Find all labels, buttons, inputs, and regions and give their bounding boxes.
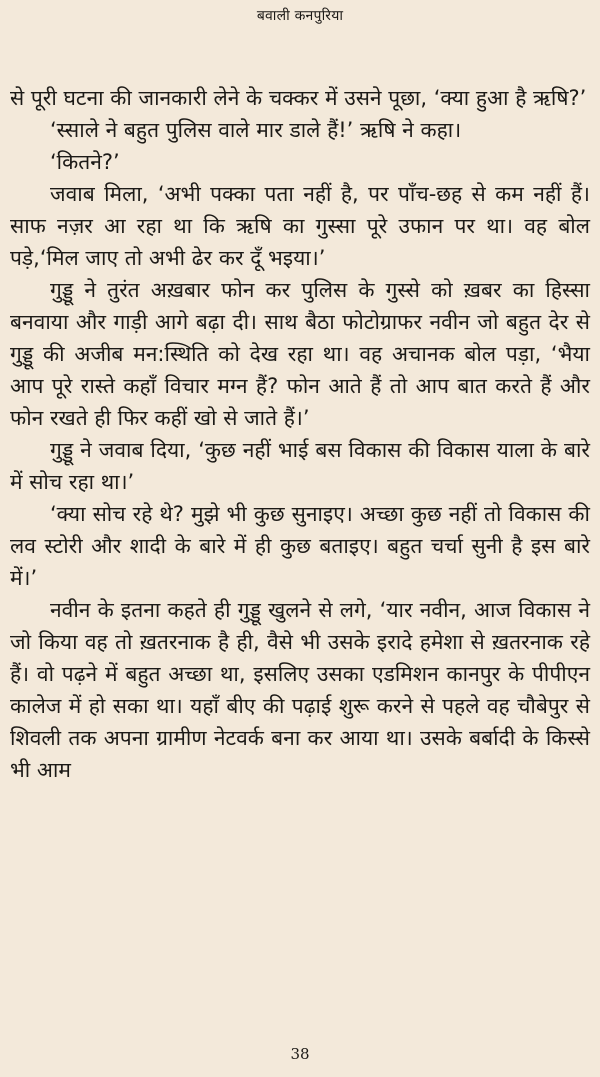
paragraph-continuation: से पूरी घटना की जानकारी लेने के चक्कर में उसने पूछा, ‘क्या हुआ है ऋषि?’	[10, 86, 587, 110]
paragraph-guddu-reply: गुड्डू ने जवाब दिया, ‘कुछ नहीं भाई बस विकास की विकास याला के बारे में सोच रहा था।’	[10, 438, 590, 494]
page-number: 38	[290, 1045, 310, 1063]
paragraph-naveen-question: ‘क्या सोच रहे थे? मुझे भी कुछ सुनाइए। अच्छा कुछ नहीं तो विकास की लव स्टोरी और शादी के बारे में ही कुछ बताइए। बहुत चर्चा सुनी है इस बारे में।’	[10, 502, 590, 590]
paragraph-question: ‘कितने?’	[50, 150, 120, 174]
paragraph-guddu-story: नवीन के इतना कहते ही गुड्डू खुलने से लगे, ‘यार नवीन, आज विकास ने जो किया वह तो ख़तरनाक है ही, वैसे भी उसके इरादे हमेशा से ख़तरनाक रहे हैं। वो पढ़ने में बहुत अच्छा था, इसलिए उसका एडमिशन कानपुर के पीपीएन कालेज में हो सका था। यहाँ बीए की पढ़ाई शुरू करने से पहले वह चौबेपुर से शिवली तक अपना ग्रामीण नेटवर्क बना कर आया था। उसके बर्बादी के किस्से भी आम	[10, 598, 590, 782]
body-text	[10, 82, 590, 786]
running-head: बवाली कनपुरिया	[256, 8, 344, 24]
paragraph-dialogue-rishi: ‘स्साले ने बहुत पुलिस वाले मार डाले हैं!’ ऋषि ने कहा।	[50, 118, 462, 142]
paragraph-guddu-call: गुड्डू ने तुरंत अख़बार फोन कर पुलिस के गुस्से को ख़बर का हिस्सा बनवाया और गाड़ी आगे बढ़ा दी। साथ बैठा फोटोग्राफर नवीन जो बहुत देर से गुड्डू की अजीब मन:स्थिति को देख रहा था। वह अचानक बोल पड़ा, ‘भैया आप पूरे रास्ते कहाँ विचार मग्न हैं? फोन आते हैं तो आप बात करते हैं और फोन रखते ही फिर कहीं खो से जाते हैं।’	[10, 278, 590, 430]
paragraph-answer: जवाब मिला, ‘अभी पक्का पता नहीं है, पर पाँच-छह से कम नहीं हैं। साफ नज़र आ रहा था कि ऋषि का गुस्सा पूरे उफान पर था। वह बोल पड़े,‘मिल जाए तो अभी ढेर कर दूँ भइया।’	[10, 182, 590, 270]
